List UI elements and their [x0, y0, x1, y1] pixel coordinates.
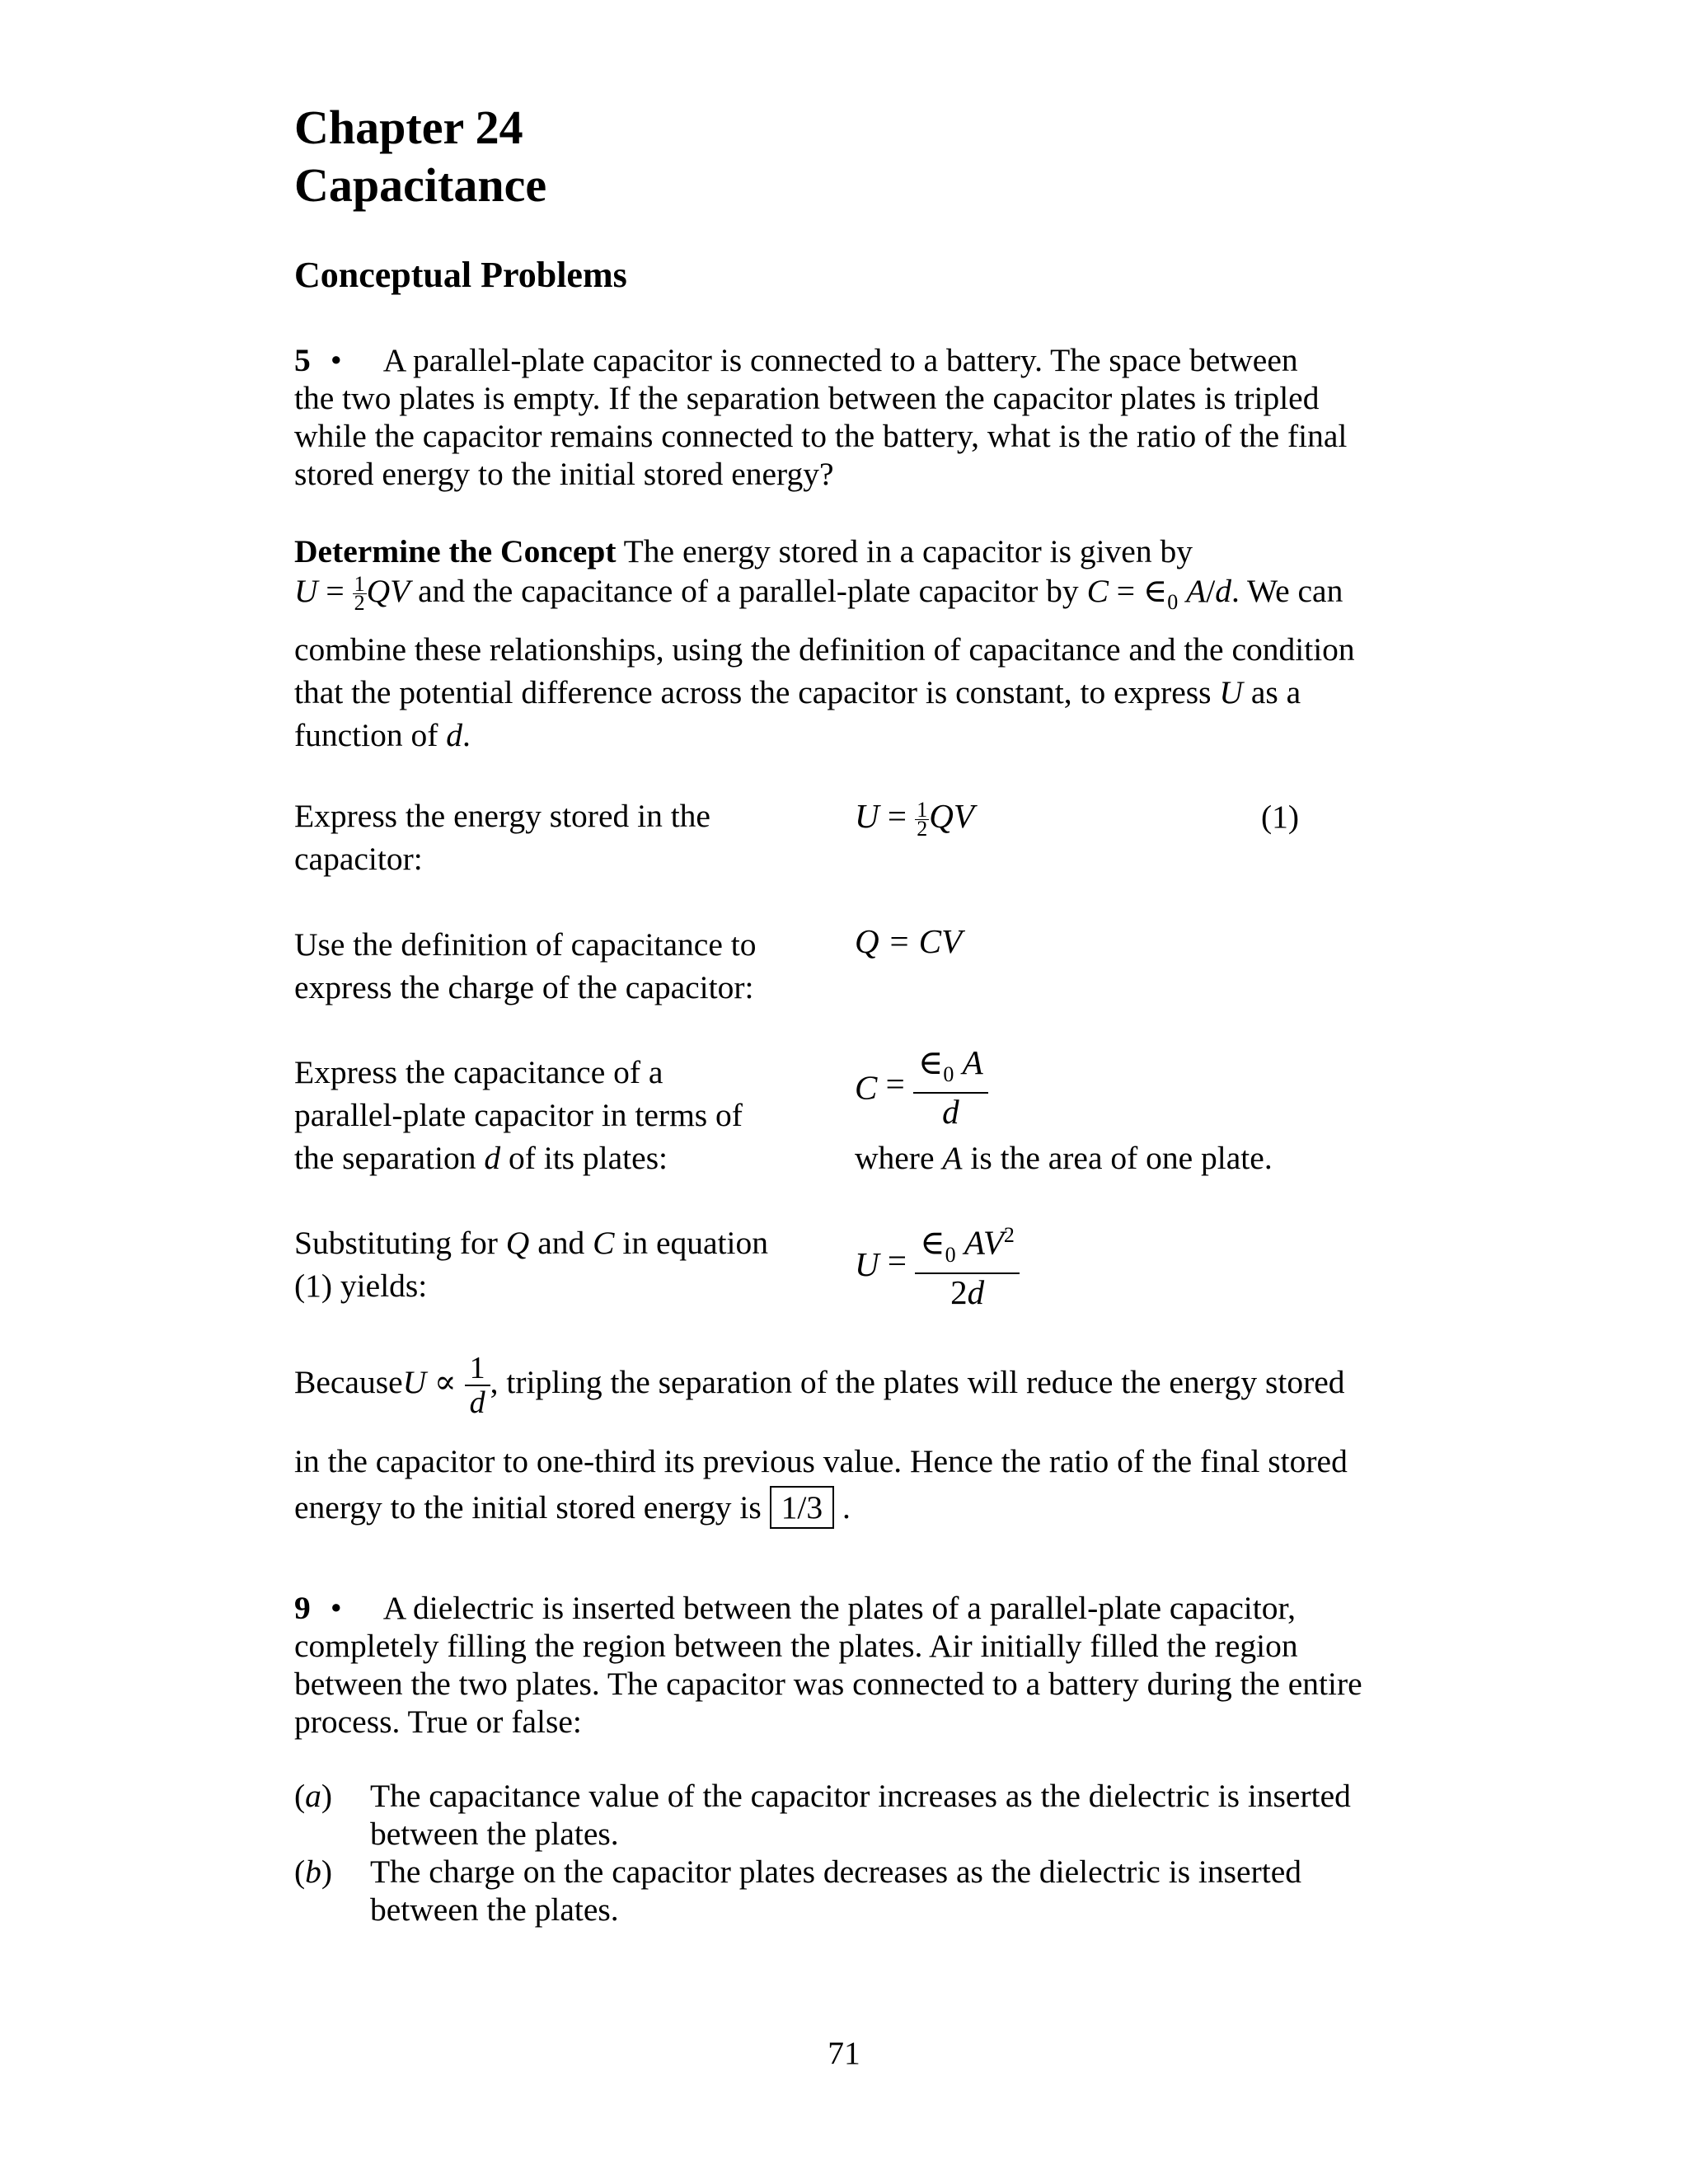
step-2-line-1: Use the definition of capacitance to — [294, 926, 757, 963]
step-4-label — [294, 1221, 822, 1307]
concept-heading: Determine the Concept — [294, 533, 617, 569]
var-u: U — [1219, 673, 1243, 710]
problem-9-line-3: between the two plates. The capacitor was connected to a battery during the entire — [294, 1666, 1362, 1702]
step-1-label — [294, 794, 822, 880]
step-3-line-2: parallel-plate capacitor in terms of — [294, 1097, 743, 1133]
bullet-icon: • — [330, 1590, 342, 1626]
conclusion-end: . — [842, 1489, 851, 1526]
step-2-line-2: express the charge of the capacitor: — [294, 969, 754, 1005]
step-4-line-1: Substituting for Q and C in equation — [294, 1225, 768, 1261]
item-b-line-2: between the plates. — [370, 1891, 619, 1928]
concept-text-2: and the capacitance of a parallel-plate capacitor by — [410, 573, 1087, 609]
var-d: d — [446, 716, 463, 753]
item-b — [294, 1853, 1481, 1929]
item-a — [294, 1777, 1481, 1853]
concept-text-3: . We can — [1231, 573, 1343, 609]
where-word: where — [855, 1140, 935, 1176]
step-1-line-2: capacitor: — [294, 841, 423, 877]
problem-5-number: 5 — [294, 342, 311, 378]
item-b-tag: (b) — [294, 1854, 333, 1890]
equation-3-note: where A is the area of one plate. — [855, 1140, 1273, 1176]
step-4-text-b: and — [537, 1225, 585, 1261]
problem-5-line-2: the two plates is empty. If the separation between the capacitor plates is tripled — [294, 380, 1320, 416]
chapter-name: Capacitance — [294, 158, 547, 212]
concept-line-4-text: that the potential difference across the capacitor is constant, to express — [294, 673, 1212, 710]
item-a-tag: (a) — [294, 1778, 333, 1814]
equation-4: U = $\frac{\in_0 AV^2}{2d}$ — [855, 1218, 1020, 1310]
equation-3: C = $\frac{\in_0 A}{d}$ — [855, 1045, 988, 1130]
conclusion-line-2: in the capacitor to one-third its previous value. Hence the ratio of the final stored — [294, 1443, 1348, 1479]
conclusion-line-3-text: energy to the initial stored energy is — [294, 1489, 762, 1526]
concept-line-3: combine these relationships, using the definition of capacitance and the condition — [294, 630, 1355, 668]
equation-1-number: (1) — [1261, 799, 1300, 835]
step-4-text-c: in equation — [622, 1225, 768, 1261]
concept-paragraph — [294, 532, 1465, 757]
problem-9-line-1 — [294, 1589, 1465, 1627]
problem-9-line-2: completely filling the region between the plates. Air initially filled the region — [294, 1628, 1298, 1664]
concept-line-5-text: function of — [294, 716, 438, 753]
concept-period: . — [462, 716, 471, 753]
problem-5-line-1 — [294, 341, 1448, 379]
concept-line-4 — [294, 671, 1465, 714]
step-1-line-1: Express the energy stored in the — [294, 798, 710, 834]
answer-box: 1/3 — [770, 1486, 834, 1529]
concept-text: The energy stored in a capacitor is given by — [616, 533, 1193, 569]
problem-9-number: 9 — [294, 1590, 311, 1626]
step-4-line-2: (1) yields: — [294, 1268, 428, 1304]
item-b-line-1: The charge on the capacitor plates decreases as the dielectric is inserted — [370, 1854, 1301, 1890]
chapter-title — [294, 99, 546, 214]
page-number: 71 — [828, 2035, 860, 2071]
conclusion-line-1: BecauseU ∝ $\frac{1}{d}$ , tripling the separation of the plates will reduce the energy stored — [294, 1351, 1345, 1420]
problem-5 — [294, 341, 1448, 493]
section-title: Conceptual Problems — [294, 255, 627, 295]
step-3-label — [294, 1051, 822, 1179]
item-a-line-1: The capacitance value of the capacitor increases as the dielectric is inserted — [370, 1778, 1351, 1814]
chapter-number: Chapter 24 — [294, 101, 523, 154]
problem-5-text: A parallel-plate capacitor is connected to a battery. The space between — [382, 342, 1298, 378]
conclusion-line-3 — [294, 1488, 851, 1526]
step-3-tail: of its plates: — [500, 1140, 668, 1176]
step-4-text-a: Substituting for — [294, 1225, 498, 1261]
bullet-icon: • — [330, 342, 342, 378]
step-3-line-1: Express the capacitance of a — [294, 1054, 663, 1090]
equation-2: Q = CV — [855, 922, 963, 960]
concept-formula-line: U = $\frac{1}{2}$ QV and the capacitance of a parallel-plate capacitor by $C = \in_0$ A/d. We can — [294, 572, 1343, 616]
item-a-line-2: between the plates. — [370, 1816, 619, 1852]
problem-9 — [294, 1589, 1465, 1741]
problem-5-line-4: stored energy to the initial stored energy? — [294, 456, 834, 492]
equation-1: U = $\frac{1}{2}$ QV — [855, 797, 974, 841]
where-tail: is the area of one plate. — [962, 1140, 1273, 1176]
problem-9-line-4: process. True or false: — [294, 1704, 582, 1740]
step-2-label — [294, 923, 822, 1009]
problem-5-line-3: while the capacitor remains connected to the battery, what is the ratio of the final — [294, 418, 1348, 454]
step-3-line-3: the separation d of its plates: — [294, 1140, 668, 1176]
concept-as-a: as a — [1242, 673, 1301, 710]
because-word: Because — [294, 1364, 403, 1401]
step-3-line-3-text: the separation — [294, 1140, 476, 1176]
problem-9-text: A dielectric is inserted between the plates of a parallel-plate capacitor, — [382, 1590, 1296, 1626]
conclusion-text: , tripling the separation of the plates will reduce the energy stored — [490, 1364, 1345, 1401]
concept-line-5 — [294, 714, 1465, 757]
